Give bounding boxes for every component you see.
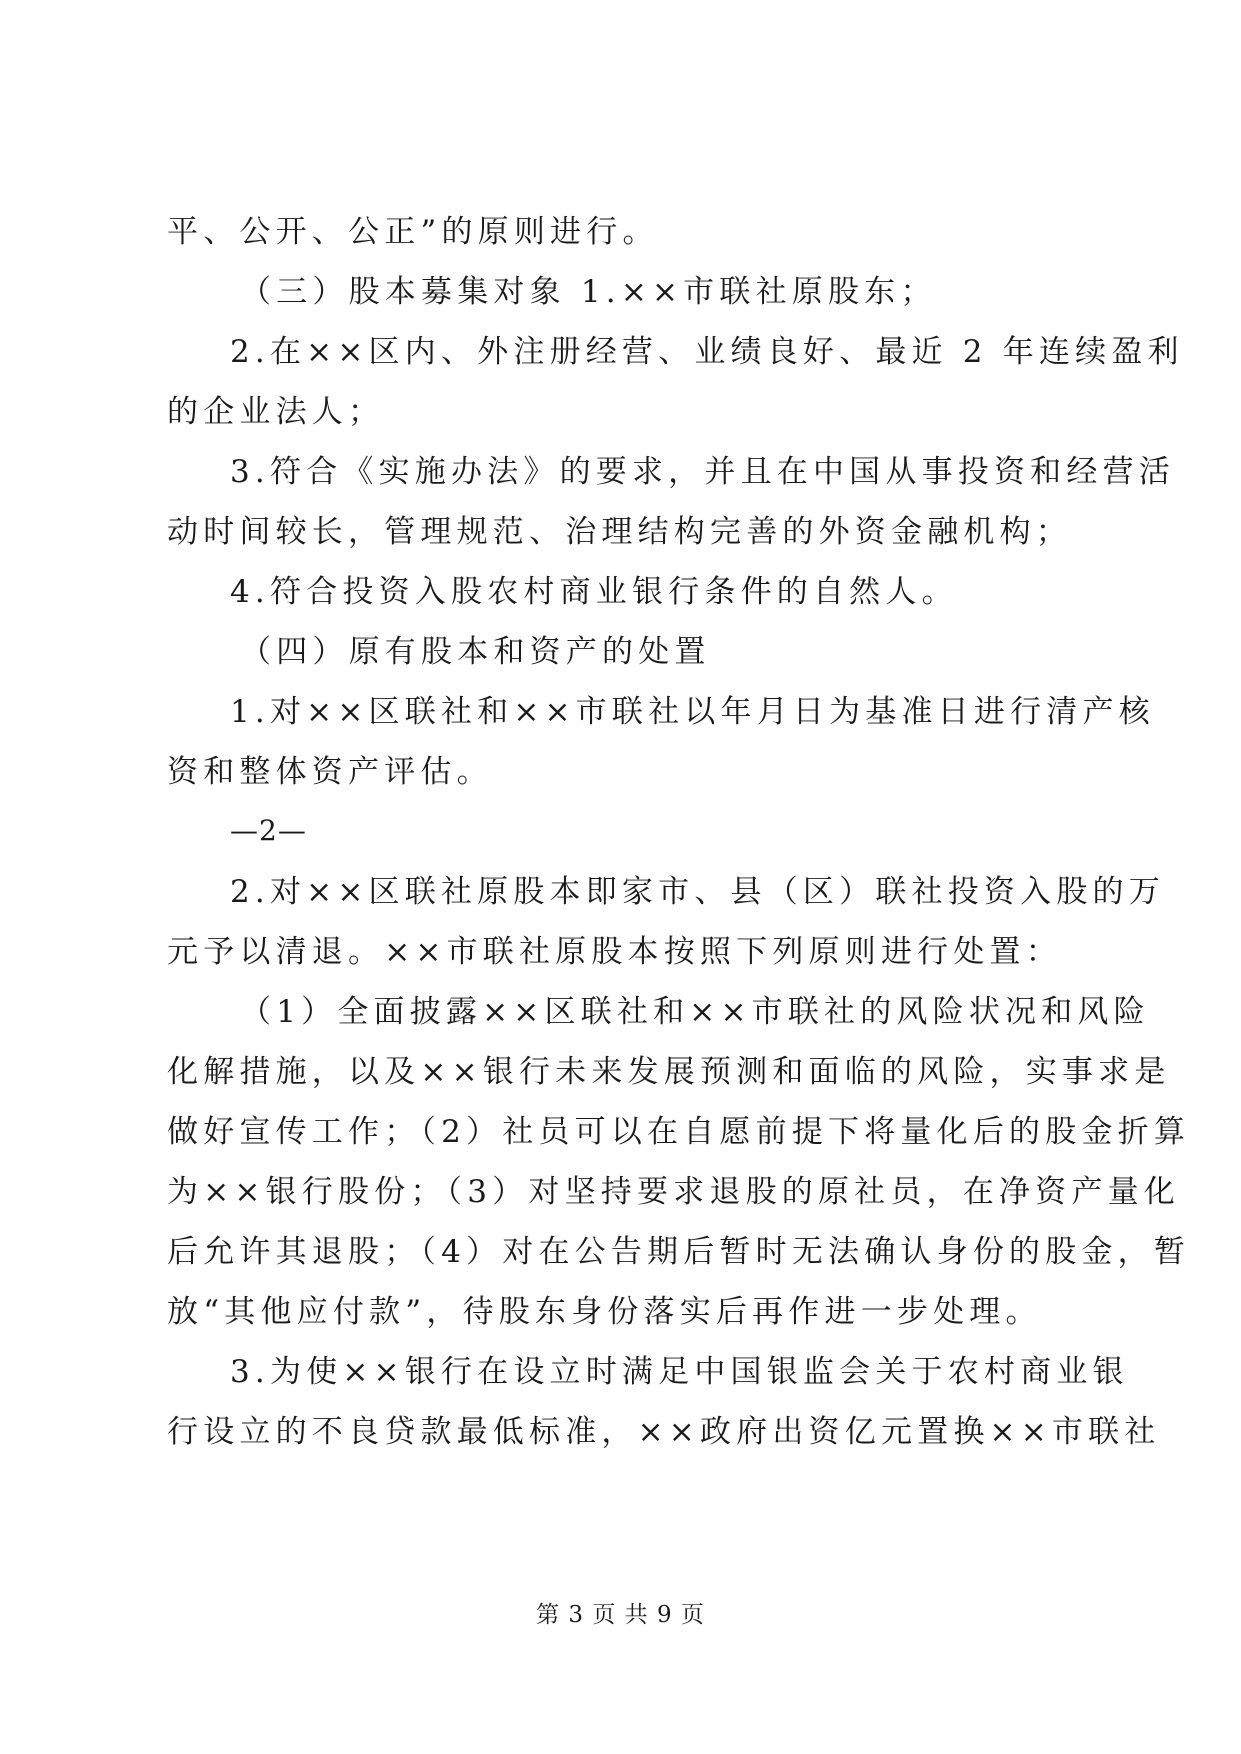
inline-page-number: —2— xyxy=(230,814,307,847)
text-line: 3.为使××银行在设立时满足中国银监会关于农村商业银 xyxy=(230,1354,1129,1390)
section-heading: （四）原有股本和资产的处置 xyxy=(240,634,711,670)
text-line: 3.符合《实施办法》的要求，并且在中国从事投资和经营活 xyxy=(230,454,1175,490)
text-line: 行设立的不良贷款最低标准，××政府出资亿元置换××市联社 xyxy=(167,1414,1161,1450)
page-footer: 第 3 页 共 9 页 xyxy=(536,1602,705,1628)
text-line: 动时间较长，管理规范、治理结构完善的外资金融机构； xyxy=(167,514,1072,550)
text-line: 2.对××区联社原股本即家市、县（区）联社投资入股的万 xyxy=(230,874,1165,910)
text-line: 放“其他应付款”，待股东身份落实后再作进一步处理。 xyxy=(167,1294,1042,1330)
text-line: 资和整体资产评估。 xyxy=(167,754,493,790)
text-line: 1.对××区联社和××市联社以年月日为基准日进行清产核 xyxy=(230,694,1155,730)
text-line: 化解措施，以及××银行未来发展预测和面临的风险，实事求是 xyxy=(167,1054,1171,1090)
text-line: 做好宣传工作；（2）社员可以在自愿前提下将量化后的股金折算 xyxy=(167,1114,1191,1150)
section-heading: （三）股本募集对象 1.××市联社原股东； xyxy=(240,274,937,310)
text-line: 为××银行股份；（3）对坚持要求退股的原社员，在净资产量化 xyxy=(167,1174,1180,1210)
text-line: 的企业法人； xyxy=(167,394,385,430)
text-line: 4.符合投资入股农村商业银行条件的自然人。 xyxy=(230,574,958,610)
text-line: 平、公开、公正”的原则进行。 xyxy=(167,214,659,250)
text-line: 2.在××区内、外注册经营、业绩良好、最近 2 年连续盈利 xyxy=(230,334,1184,370)
text-line: （1）全面披露××区联社和××市联社的风险状况和风险 xyxy=(240,994,1150,1030)
text-line: 元予以清退。××市联社原股本按照下列原则进行处置： xyxy=(167,934,1062,970)
text-line: 后允许其退股；（4）对在公告期后暂时无法确认身份的股金，暂 xyxy=(167,1234,1191,1270)
